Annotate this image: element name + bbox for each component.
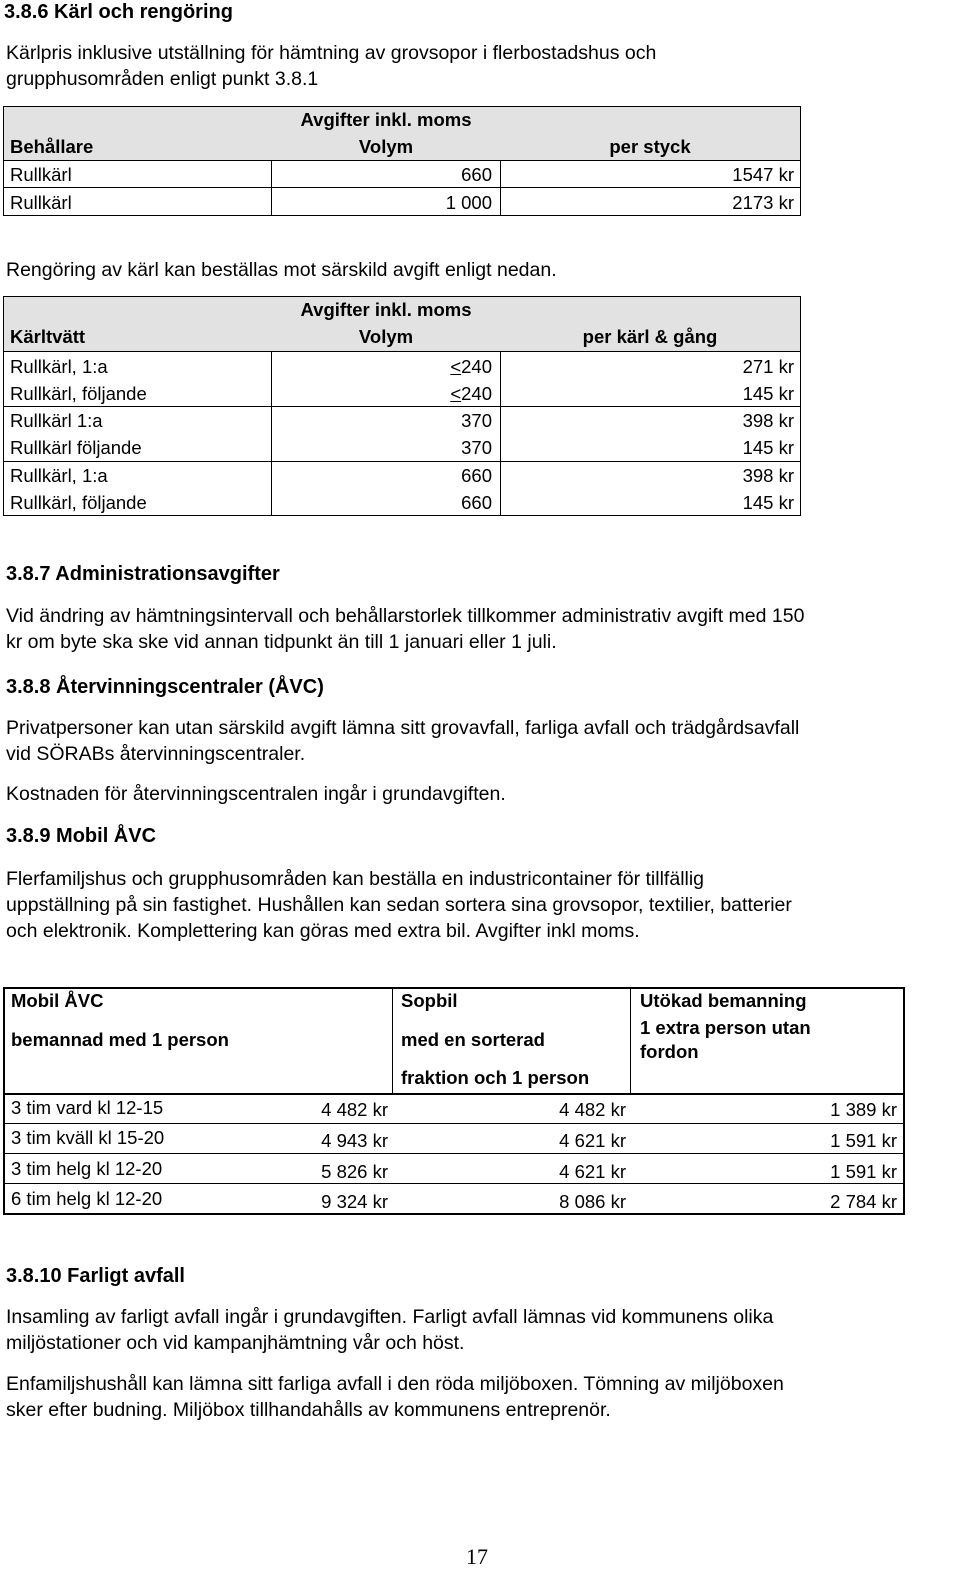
section-heading: 3.8.8 Återvinningscentraler (ÅVC) <box>6 676 324 698</box>
table-header-fees: Avgifter inkl. moms <box>300 109 472 130</box>
table-cell-volume: 660 <box>461 492 492 513</box>
table-header-truck: Sopbil <box>401 990 458 1011</box>
table-cell-mobile: 5 826 kr <box>321 1161 388 1182</box>
table-cell-label: 6 tim helg kl 12-20 <box>11 1188 163 1209</box>
table-cell-extra: 1 591 kr <box>830 1130 897 1151</box>
paragraph-line: Rengöring av kärl kan beställas mot särskild avgift enligt nedan. <box>6 259 557 281</box>
table-header-volume: Volym <box>358 136 414 157</box>
table-header-fees: Avgifter inkl. moms <box>300 299 472 320</box>
paragraph-line: grupphusområden enligt punkt 3.8.1 <box>6 68 319 90</box>
table-cell-volume: <240 <box>450 356 492 377</box>
table-header-wash: Kärltvätt <box>10 326 86 347</box>
table-header-mobile-sub: bemannad med 1 person <box>11 1029 229 1050</box>
paragraph-line: Kostnaden för återvinningscentralen ingår i grundavgiften. <box>6 783 506 805</box>
table-cell-label: 3 tim helg kl 12-20 <box>11 1158 163 1179</box>
table-header-price: per kärl & gång <box>582 326 718 347</box>
less-equal-symbol: < <box>450 356 462 377</box>
table-header-extra: Utökad bemanning <box>640 990 807 1011</box>
section-heading: 3.8.7 Administrationsavgifter <box>6 563 280 585</box>
table-header-extra-sub: 1 extra person utan <box>640 1017 811 1038</box>
paragraph-line: Insamling av farligt avfall ingår i grundavgiften. Farligt avfall lämnas vid kommunens olika <box>6 1306 774 1328</box>
section-heading: 3.8.9 Mobil ÅVC <box>6 825 157 847</box>
table-cell-volume: 660 <box>461 465 492 486</box>
table-cell-name: Rullkärl <box>10 192 72 213</box>
table-cell-price: 271 kr <box>742 356 794 377</box>
table-cell-volume: 1 000 <box>445 192 492 213</box>
table-header-truck-sub: fraktion och 1 person <box>401 1067 590 1088</box>
table-cell-price: 398 kr <box>742 465 794 486</box>
table-cell-volume: 370 <box>461 410 492 431</box>
table-cell-price: 1547 kr <box>732 164 794 185</box>
section-heading: 3.8.6 Kärl och rengöring <box>4 1 233 23</box>
table-cell-mobile: 4 943 kr <box>321 1130 388 1151</box>
table-cell-label: 3 tim vard kl 12-15 <box>11 1097 164 1118</box>
table-cell-volume: 370 <box>461 437 492 458</box>
table-cell-truck: 4 621 kr <box>559 1130 626 1151</box>
table-header-truck-sub: med en sorterad <box>401 1029 545 1050</box>
table-cell-name: Rullkärl, följande <box>10 383 147 404</box>
table-cell-volume: <240 <box>450 383 492 404</box>
table-cell-name: Rullkärl följande <box>10 437 142 458</box>
table-cell-name: Rullkärl, följande <box>10 492 147 513</box>
table-cell-mobile: 9 324 kr <box>321 1191 388 1212</box>
paragraph-line: vid SÖRABs återvinningscentraler. <box>6 743 306 765</box>
paragraph-line: uppställning på sin fastighet. Hushållen kan sedan sortera sina grovsopor, textilier, batterier <box>6 894 792 916</box>
paragraph-line: kr om byte ska ske vid annan tidpunkt än till 1 januari eller 1 juli. <box>6 631 557 653</box>
table-cell-extra: 1 389 kr <box>830 1099 897 1120</box>
table-header-container: Behållare <box>10 136 94 157</box>
paragraph-line: Enfamiljshushåll kan lämna sitt farliga avfall i den röda miljöboxen. Tömning av miljöboxen <box>6 1373 784 1395</box>
table-cell-label: 3 tim kväll kl 15-20 <box>11 1127 165 1148</box>
table-cell-mobile: 4 482 kr <box>321 1099 388 1120</box>
table-cell-truck: 4 482 kr <box>559 1099 626 1120</box>
table-cell-name: Rullkärl <box>10 164 72 185</box>
paragraph-line: Vid ändring av hämtningsintervall och behållarstorlek tillkommer administrativ avgift med 150 <box>6 605 805 627</box>
table-cell-name: Rullkärl, 1:a <box>10 465 108 486</box>
table-header-mobile: Mobil ÅVC <box>11 990 104 1011</box>
table-cell-truck: 4 621 kr <box>559 1161 626 1182</box>
page-number: 17 <box>466 1544 488 1569</box>
paragraph-line: Kärlpris inklusive utställning för hämtning av grovsopor i flerbostadshus och <box>6 42 657 64</box>
table-cell-price: 398 kr <box>742 410 794 431</box>
table-header-price: per styck <box>609 136 691 157</box>
table-cell-name: Rullkärl 1:a <box>10 410 103 431</box>
section-heading: 3.8.10 Farligt avfall <box>6 1265 185 1287</box>
paragraph-line: och elektronik. Komplettering kan göras med extra bil. Avgifter inkl moms. <box>6 920 640 942</box>
paragraph-line: miljöstationer och vid kampanjhämtning vår och höst. <box>6 1332 465 1354</box>
table-cell-price: 145 kr <box>742 383 794 404</box>
table-cell-price: 2173 kr <box>732 192 794 213</box>
table-cell-volume: 660 <box>461 164 492 185</box>
table-cell-price: 145 kr <box>742 492 794 513</box>
table-cell-extra: 1 591 kr <box>830 1161 897 1182</box>
table-cell-price: 145 kr <box>742 437 794 458</box>
table-cell-truck: 8 086 kr <box>559 1191 626 1212</box>
paragraph-line: Flerfamiljshus och grupphusområden kan beställa en industricontainer för tillfällig <box>6 868 705 890</box>
less-equal-symbol: < <box>450 383 462 404</box>
paragraph-line: sker efter budning. Miljöbox tillhandahålls av kommunens entreprenör. <box>6 1399 611 1421</box>
table-header-extra-sub: fordon <box>640 1041 699 1062</box>
table-header-volume: Volym <box>358 326 414 347</box>
paragraph-line: Privatpersoner kan utan särskild avgift lämna sitt grovavfall, farliga avfall och trädgårdsavfall <box>6 717 800 739</box>
table-cell-extra: 2 784 kr <box>830 1191 897 1212</box>
table-cell-name: Rullkärl, 1:a <box>10 356 108 377</box>
